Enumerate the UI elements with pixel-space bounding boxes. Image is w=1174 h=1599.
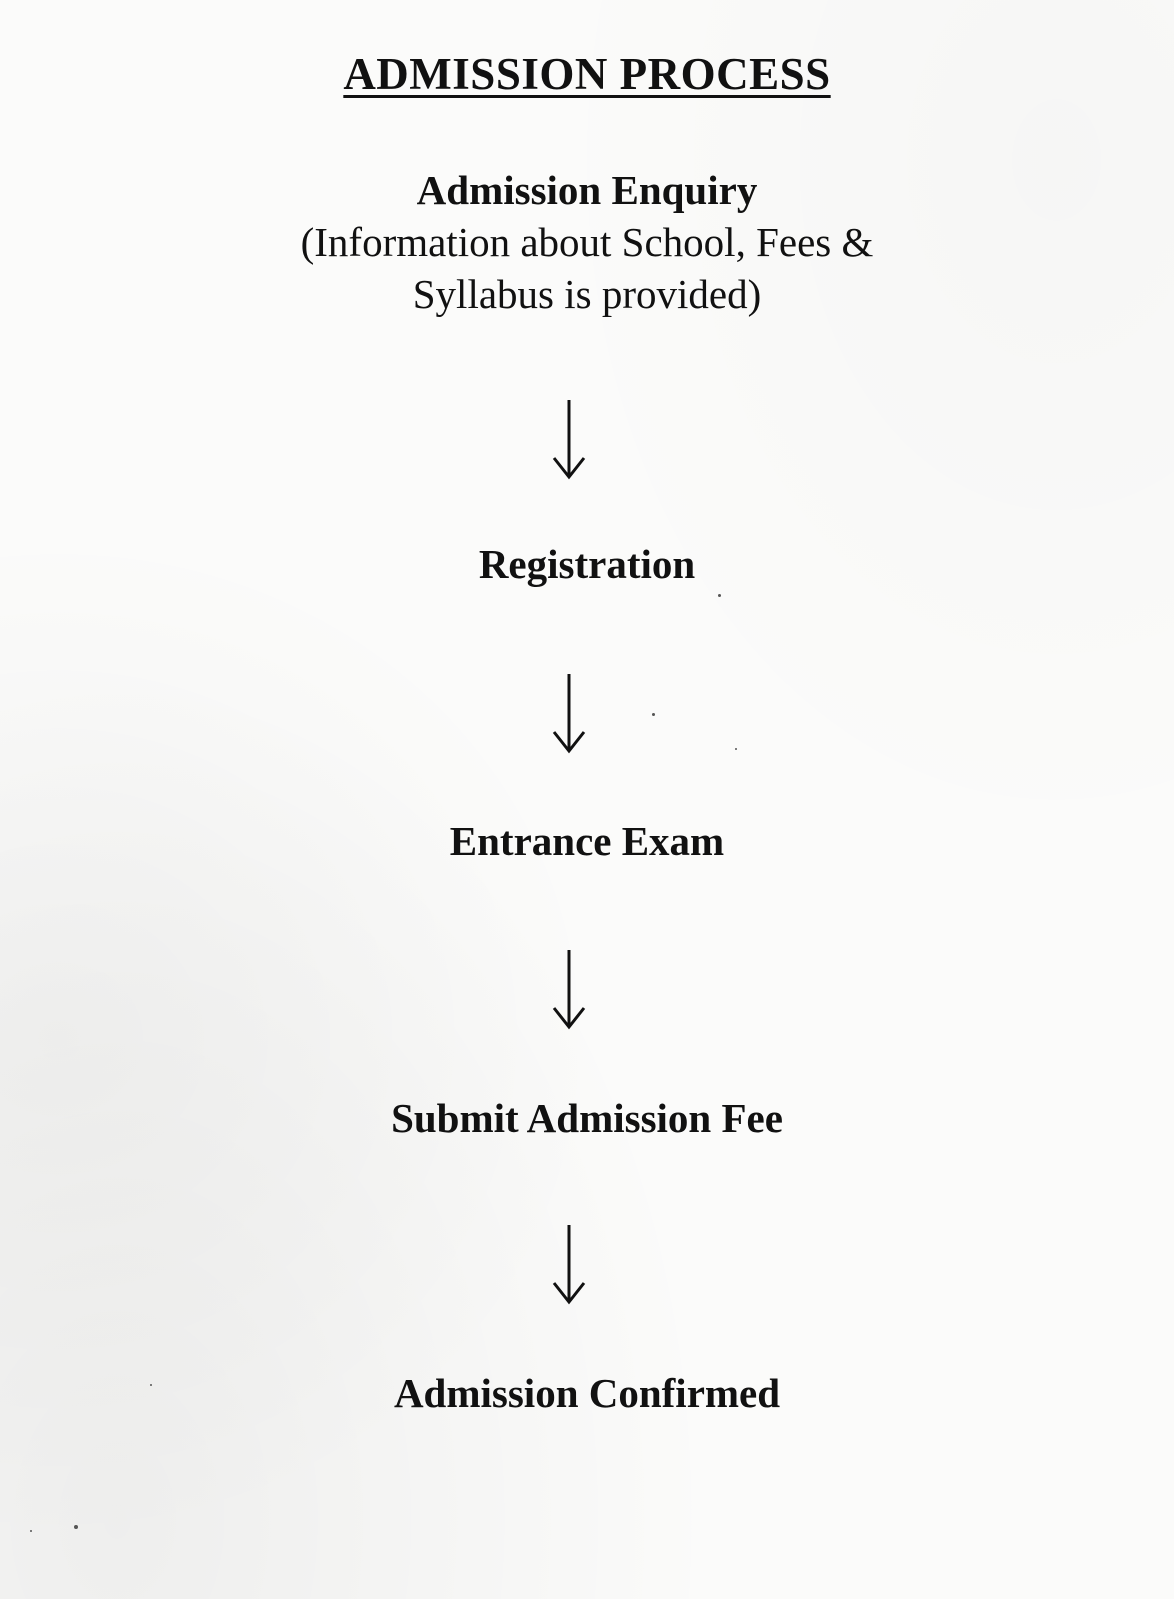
down-arrow-icon [551, 672, 587, 754]
scan-speck [30, 1530, 32, 1532]
step-submit-admission-fee [0, 1092, 1174, 1144]
scan-speck [718, 594, 721, 597]
step-label: Admission Confirmed [393, 1370, 781, 1416]
step-note-line-1: (Information about School, Fees & [300, 219, 874, 265]
step-entrance-exam [0, 815, 1174, 867]
scan-speck [74, 1525, 78, 1529]
step-label: Admission Enquiry [416, 167, 758, 213]
scan-speck [735, 748, 737, 750]
scan-speck [150, 1384, 152, 1386]
step-label: Registration [478, 541, 696, 587]
page-title [0, 48, 1174, 100]
step-note-line-2: Syllabus is provided) [412, 271, 762, 317]
page-title-text: ADMISSION PROCESS [343, 49, 831, 99]
step-label: Entrance Exam [449, 818, 725, 864]
down-arrow-icon [551, 1223, 587, 1305]
step-registration [0, 538, 1174, 590]
step-admission-confirmed [0, 1367, 1174, 1419]
step-admission-enquiry [0, 164, 1174, 320]
down-arrow-icon [551, 948, 587, 1030]
step-label: Submit Admission Fee [391, 1095, 783, 1141]
scan-speck [652, 713, 655, 716]
down-arrow-icon [551, 398, 587, 480]
